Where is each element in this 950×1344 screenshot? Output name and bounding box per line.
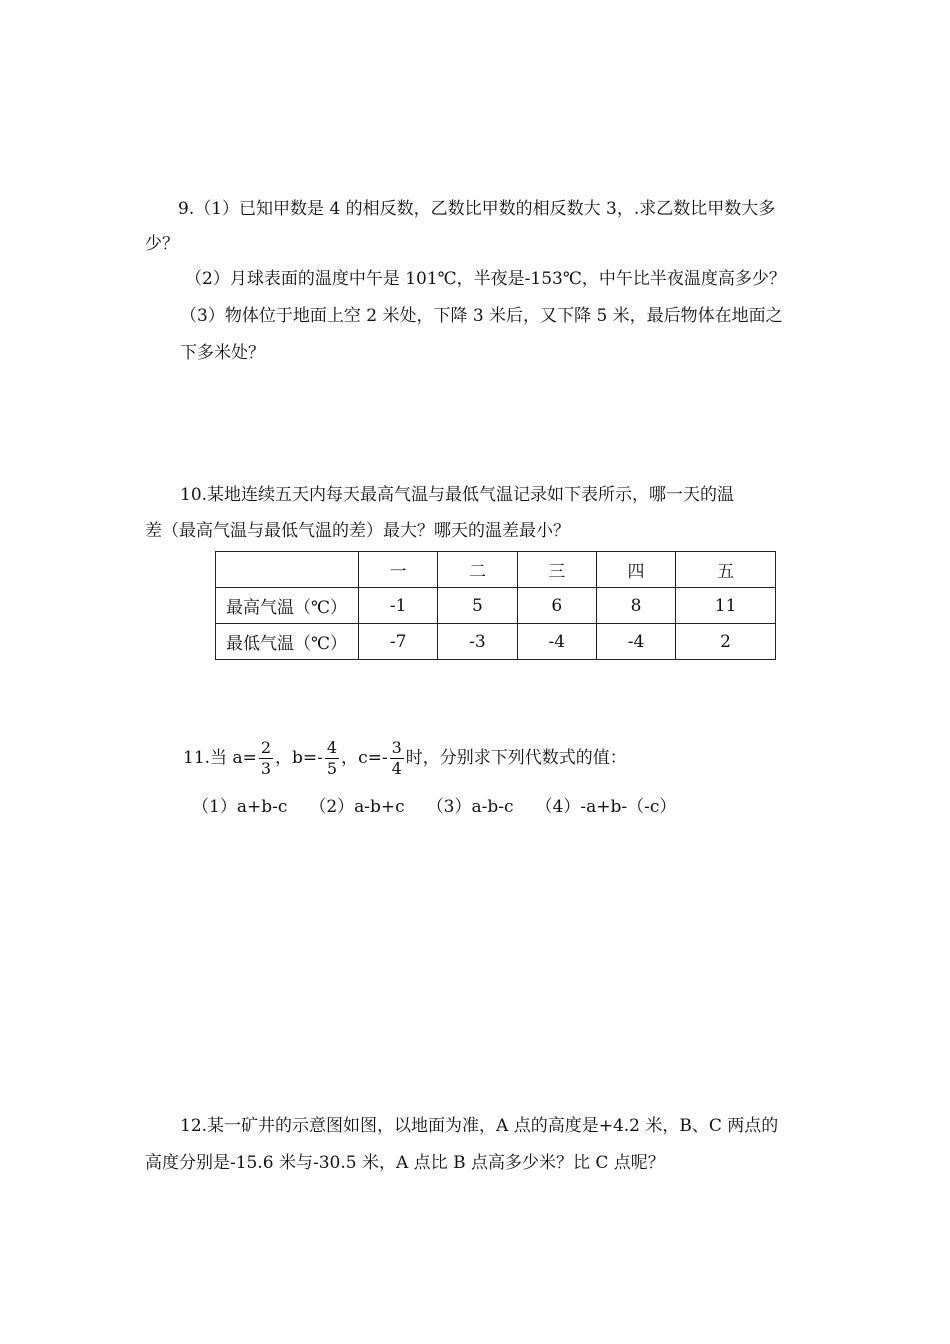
q11-statement (183, 735, 627, 781)
table-row-low (216, 624, 776, 660)
table-cell: -1 (359, 588, 438, 624)
q10-line1: 10.某地连续五天内每天最高气温与最低气温记录如下表所示，哪一天的温 (180, 485, 735, 505)
q9-part3-line1: （3）物体位于地面上空 2 米处，下降 3 米后，又下降 5 米，最后物体在地面之 (180, 306, 783, 326)
table-cell: 5 (438, 588, 517, 624)
row-label-high: 最高气温（℃） (216, 588, 359, 624)
table-cell: -4 (517, 624, 596, 660)
day-header: 二 (438, 552, 517, 588)
q11-expr-1: （1）a+b-c (192, 797, 288, 817)
q12-line1: 12.某一矿井的示意图如图，以地面为准，A 点的高度是+4.2 米，B、C 两点的 (180, 1116, 779, 1136)
day-header: 三 (517, 552, 596, 588)
day-header: 四 (596, 552, 675, 588)
table-header-row (216, 552, 776, 588)
table-cell: 11 (676, 588, 776, 624)
q11-suffix: 时，分别求下列代数式的值： (405, 748, 627, 768)
q9-part3-line2: 下多米处？ (180, 343, 265, 363)
day-header: 五 (676, 552, 776, 588)
table-row-high (216, 588, 776, 624)
table-cell: 8 (596, 588, 675, 624)
fraction-denominator: 3 (260, 759, 272, 778)
fraction-a (259, 738, 273, 779)
fraction-denominator: 5 (326, 759, 338, 778)
q10-line2: 差（最高气温与最低气温的差）最大？哪天的温差最小？ (145, 521, 570, 541)
row-label-low: 最低气温（℃） (216, 624, 359, 660)
q12-line2: 高度分别是-15.6 米与-30.5 米，A 点比 B 点高多少米？比 C 点呢？ (145, 1153, 665, 1173)
q11-expr-3: （3）a-b-c (426, 797, 514, 817)
fraction-denominator: 4 (391, 759, 402, 778)
table-cell: -4 (596, 624, 675, 660)
fraction-c (390, 738, 404, 779)
temperature-table (215, 551, 776, 660)
q9-line1: 9.（1）已知甲数是 4 的相反数，乙数比甲数的相反数大 3，.求乙数比甲数大多 (178, 199, 776, 219)
q11-prefix: 11.当 a= (183, 748, 257, 768)
fraction-numerator: 4 (326, 738, 338, 757)
q11-expr-4: （4）-a+b-（-c） (535, 797, 677, 817)
q11-b-label: ，b=- (275, 748, 323, 768)
table-cell: -3 (438, 624, 517, 660)
q11-expr-2: （2）a-b+c (309, 797, 405, 817)
fraction-numerator: 3 (391, 738, 402, 757)
fraction-numerator: 2 (260, 738, 272, 757)
table-cell: 6 (517, 588, 596, 624)
q11-expressions (192, 796, 676, 818)
q9-line2: 少？ (145, 234, 179, 254)
fraction-b (325, 738, 339, 779)
day-header: 一 (359, 552, 438, 588)
table-corner-cell (216, 552, 359, 588)
table-cell: -7 (359, 624, 438, 660)
q9-part2: （2）月球表面的温度中午是 101℃，半夜是-153℃，中午比半夜温度高多少？ (185, 269, 786, 289)
table-cell: 2 (676, 624, 776, 660)
q11-c-label: ，c=- (341, 748, 388, 768)
